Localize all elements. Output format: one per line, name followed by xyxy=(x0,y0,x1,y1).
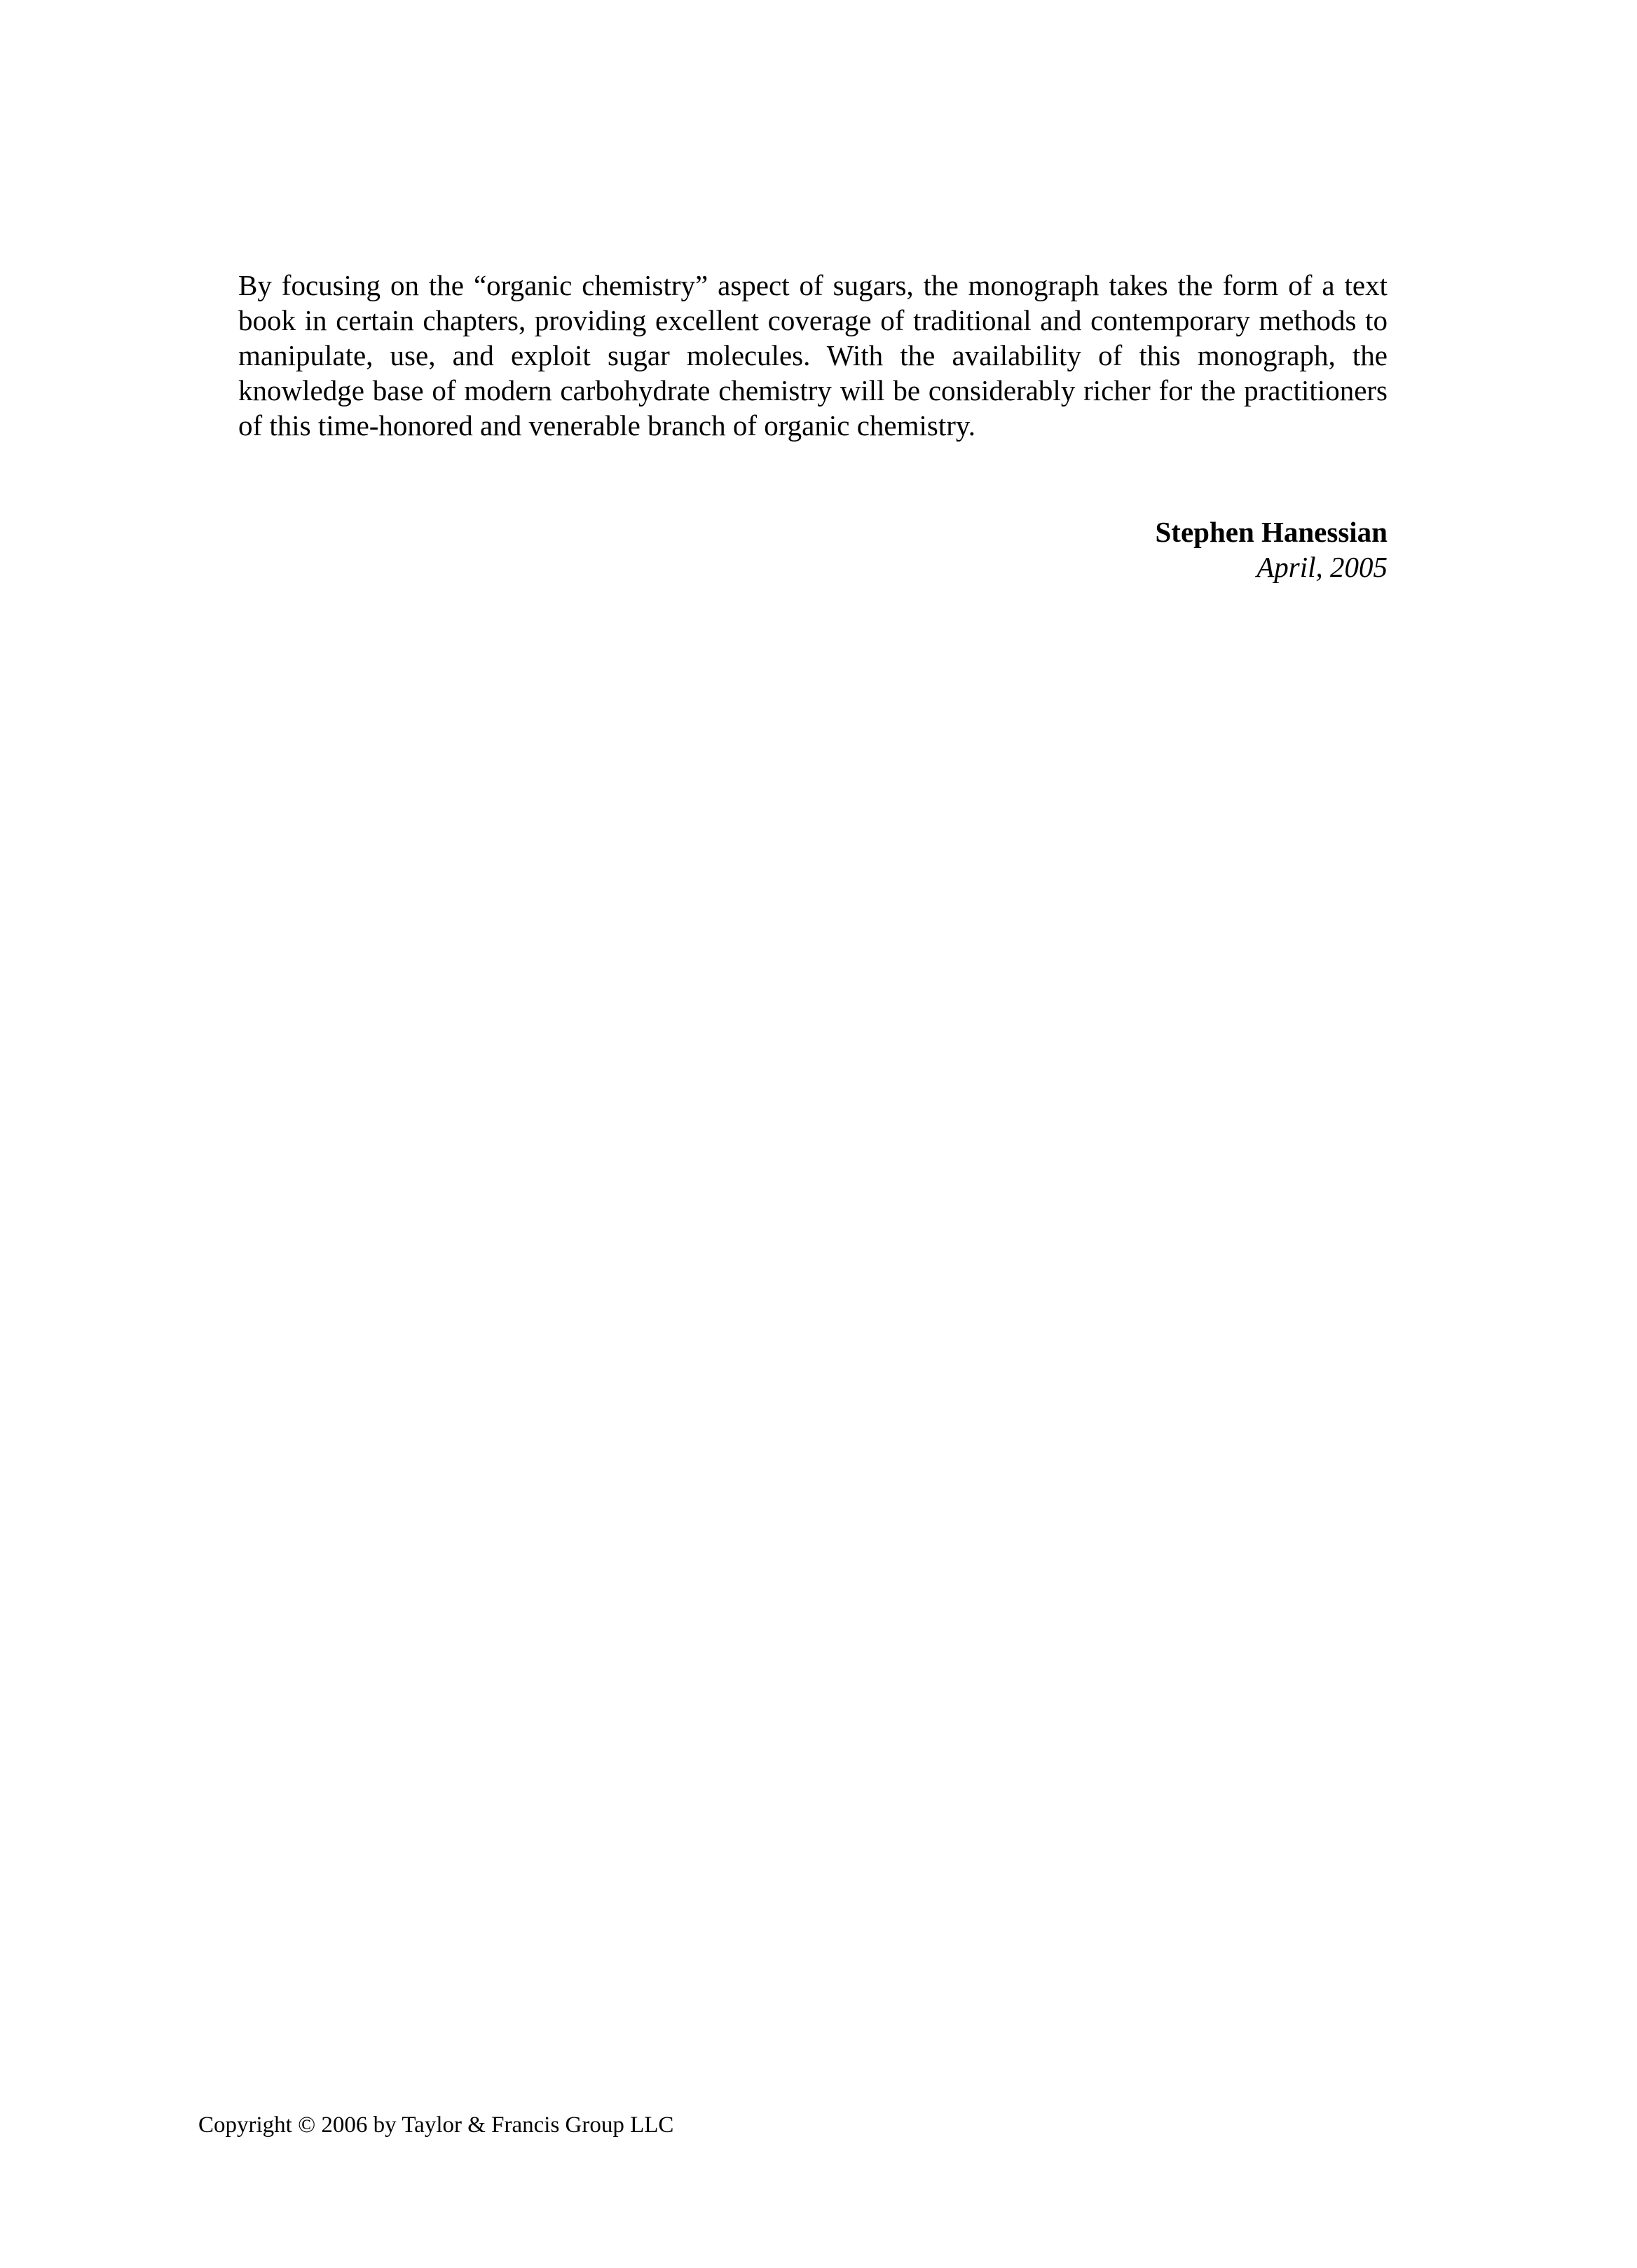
signature-block xyxy=(238,514,1388,585)
body-paragraph: By focusing on the “organic chemistry” aspect of sugars, the monograph takes the form of a text book in certain chapters, providing excellent coverage of traditional and contemporary methods to manipulate, use, and exploit sugar molecules. With the availability of this monograph, the knowledge base of modern carbohydrate chemistry will be considerably richer for the practitioners of this time-honored and venerable branch of organic chemistry. xyxy=(238,269,1388,442)
signature-date: April, 2005 xyxy=(1256,551,1388,583)
copyright-footer: Copyright © 2006 by Taylor & Francis Group LLC xyxy=(198,2112,674,2138)
author-name: Stephen Hanessian xyxy=(1155,516,1388,548)
